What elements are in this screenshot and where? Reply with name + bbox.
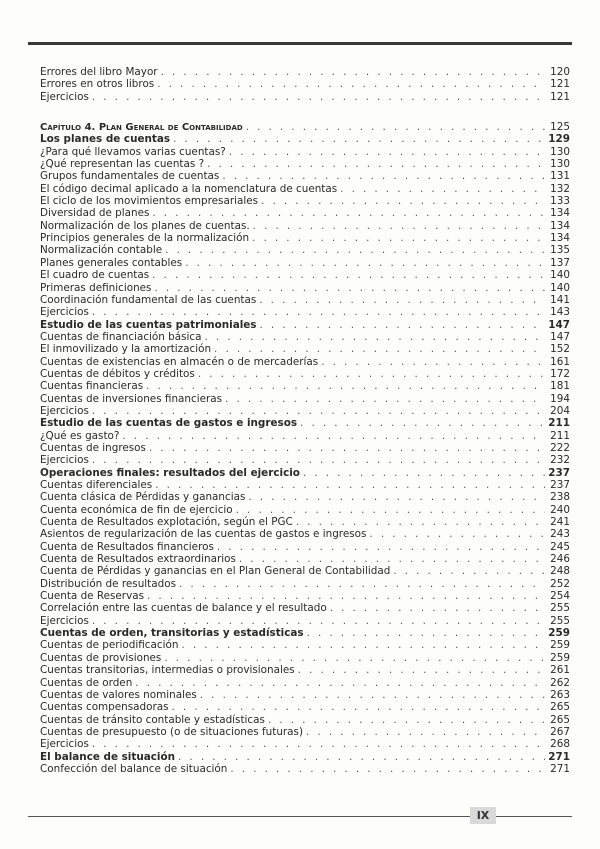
- entry-page: 262: [550, 676, 570, 689]
- dot-leader: [214, 343, 545, 355]
- entry-title: Ejercicios: [40, 404, 89, 417]
- entry-page: 129: [548, 133, 570, 146]
- dot-leader: [306, 726, 545, 738]
- toc-entry[interactable]: [40, 158, 570, 170]
- toc-entry[interactable]: [40, 738, 570, 750]
- entry-title: Correlación entre las cuentas de balance y el resultado: [40, 602, 327, 615]
- entry-page: 240: [550, 503, 570, 516]
- entry-title: Cuenta de Pérdidas y ganancias en el Plan General de Contabilidad: [40, 565, 391, 578]
- dot-leader: [185, 257, 545, 269]
- toc-entry[interactable]: [40, 183, 570, 195]
- entry-page: 243: [550, 528, 570, 541]
- entry-page: 211: [548, 417, 570, 430]
- entry-page: 141: [550, 293, 570, 306]
- section-heading[interactable]: [40, 467, 570, 479]
- entry-title: Errores en otros libros: [40, 78, 155, 91]
- entry-title: El balance de situación: [40, 750, 176, 763]
- entry-title: Los planes de cuentas: [40, 133, 171, 146]
- dot-leader: [122, 430, 545, 442]
- toc-entry[interactable]: [40, 553, 570, 565]
- entry-page: 134: [550, 219, 570, 232]
- entry-page: 252: [550, 577, 570, 590]
- entry-title: El código decimal aplicado a la nomenclatura de cuentas: [40, 182, 338, 195]
- entry-page: 261: [550, 664, 570, 677]
- dot-leader: [198, 368, 545, 380]
- entry-page: 134: [550, 207, 570, 220]
- entry-title: Cuentas de orden, transitorias y estadísticas: [40, 627, 304, 640]
- toc-entry[interactable]: [40, 504, 570, 516]
- dot-leader: [222, 170, 545, 182]
- dot-leader: [260, 319, 546, 331]
- dot-leader: [165, 244, 545, 256]
- entry-title: Diversidad de planes: [40, 207, 150, 220]
- toc-entry[interactable]: [40, 356, 570, 368]
- toc-entry[interactable]: [40, 306, 570, 318]
- entry-title: Estudio de las cuentas de gastos e ingresos: [40, 417, 298, 430]
- entry-title: Primeras definiciones: [40, 281, 152, 294]
- dot-leader: [154, 282, 545, 294]
- toc-entry[interactable]: [40, 170, 570, 182]
- entry-page: 130: [550, 158, 570, 171]
- section-heading[interactable]: [40, 417, 570, 429]
- entry-page: 130: [550, 145, 570, 158]
- toc-entry[interactable]: [40, 220, 570, 232]
- toc-entry[interactable]: [40, 701, 570, 713]
- toc-entry[interactable]: [40, 652, 570, 664]
- entry-title: Cuentas de inversiones financieras: [40, 392, 223, 405]
- toc-entry[interactable]: [40, 516, 570, 528]
- entry-title: ¿Qué es gasto?: [40, 429, 120, 442]
- entry-title: ¿Qué representan las cuentas ?: [40, 158, 205, 171]
- entry-title: Cuenta económica de fin de ejercicio: [40, 503, 233, 516]
- entry-title: Operaciones finales: resultados del ejercicio: [40, 466, 300, 479]
- toc-entry[interactable]: [40, 454, 570, 466]
- entry-page: 133: [550, 195, 570, 208]
- toc-entry[interactable]: [40, 282, 570, 294]
- dot-leader: [330, 602, 545, 614]
- entry-page: 204: [550, 404, 570, 417]
- toc-entry[interactable]: [40, 689, 570, 701]
- dot-leader: [157, 78, 545, 90]
- toc-entry[interactable]: [40, 257, 570, 269]
- entry-title: Cuentas de débitos y créditos: [40, 367, 195, 380]
- entry-title: Cuentas diferenciales: [40, 479, 153, 491]
- toc-entry[interactable]: [40, 91, 570, 103]
- entry-title: Cuentas financieras: [40, 380, 144, 393]
- entry-page: 137: [550, 256, 570, 269]
- dot-leader: [92, 91, 545, 103]
- entry-page: 237: [548, 466, 570, 479]
- chapter-heading[interactable]: [40, 121, 570, 133]
- entry-title: Distribución de resultados: [40, 577, 176, 590]
- toc-entry[interactable]: [40, 78, 570, 90]
- toc-entry[interactable]: [40, 442, 570, 454]
- dot-leader: [303, 467, 545, 479]
- entry-page: 211: [550, 429, 570, 442]
- entry-page: 152: [550, 343, 570, 356]
- dot-leader: [181, 639, 545, 651]
- dot-leader: [369, 528, 545, 540]
- entry-page: 147: [550, 330, 570, 343]
- toc-entry[interactable]: [40, 66, 570, 78]
- entry-title: Ejercicios: [40, 454, 89, 467]
- dot-leader: [252, 232, 545, 244]
- dot-leader: [200, 689, 545, 701]
- dot-leader: [172, 701, 545, 713]
- entry-page: 232: [550, 454, 570, 467]
- entry-page: 132: [550, 182, 570, 195]
- entry-page: 241: [550, 516, 570, 529]
- toc-entry[interactable]: [40, 763, 570, 775]
- entry-page: 245: [550, 540, 570, 553]
- entry-page: 135: [550, 244, 570, 257]
- dot-leader: [268, 714, 545, 726]
- entry-title: Ejercicios: [40, 90, 89, 103]
- entry-title: Cuenta de Reservas: [40, 590, 145, 603]
- toc-entry[interactable]: [40, 232, 570, 244]
- entry-title: Confección del balance de situación: [40, 762, 228, 775]
- toc-entry[interactable]: [40, 207, 570, 219]
- dot-leader: [229, 146, 545, 158]
- dot-leader: [307, 627, 545, 639]
- page-number: IX: [470, 807, 496, 824]
- entry-page: 161: [550, 355, 570, 368]
- entry-title: Normalización contable: [40, 244, 163, 257]
- entry-page: 267: [550, 725, 570, 738]
- dot-leader: [230, 763, 545, 775]
- dot-leader: [161, 66, 545, 78]
- entry-page: 271: [550, 762, 570, 775]
- toc-entry[interactable]: [40, 146, 570, 158]
- dot-leader: [92, 306, 545, 318]
- toc-entry[interactable]: [40, 331, 570, 343]
- dot-leader: [147, 590, 545, 602]
- bottom-rule: [28, 816, 470, 817]
- entry-title: Principios generales de la normalización: [40, 232, 250, 245]
- entry-page: 147: [548, 318, 570, 331]
- entry-page: 134: [550, 232, 570, 245]
- entry-page: 140: [550, 281, 570, 294]
- entry-title: Cuentas de existencias en almacén o de mercaderías: [40, 355, 319, 368]
- entry-title: Cuentas de provisiones: [40, 651, 162, 664]
- toc-entry[interactable]: [40, 368, 570, 380]
- toc-entry[interactable]: [40, 343, 570, 355]
- entry-page: 143: [550, 306, 570, 319]
- entry-page: 254: [550, 590, 570, 603]
- dot-leader: [164, 652, 545, 664]
- entry-page: 271: [548, 750, 570, 763]
- dot-leader: [155, 479, 545, 491]
- toc-entry[interactable]: [40, 430, 570, 442]
- entry-title: Cuentas de tránsito contable y estadísticas: [40, 713, 265, 726]
- entry-title: El ciclo de los movimientos empresariales: [40, 195, 259, 208]
- dot-leader: [296, 516, 545, 528]
- table-of-contents: [40, 66, 570, 775]
- entry-page: 120: [550, 66, 570, 78]
- dot-leader: [246, 121, 545, 133]
- entry-page: 248: [550, 565, 570, 578]
- toc-entry[interactable]: [40, 405, 570, 417]
- chapter-page: 125: [550, 121, 570, 134]
- entry-title: Cuentas de orden: [40, 676, 133, 689]
- toc-entry[interactable]: [40, 578, 570, 590]
- dot-leader: [261, 195, 545, 207]
- top-rule: [28, 42, 572, 45]
- section-heading[interactable]: [40, 133, 570, 145]
- entry-title: Cuenta de Resultados explotación, según el PGC: [40, 516, 293, 529]
- entry-page: 172: [550, 367, 570, 380]
- entry-page: 238: [550, 491, 570, 504]
- dot-leader: [178, 751, 545, 763]
- entry-title: Ejercicios: [40, 614, 89, 627]
- toc-entry[interactable]: [40, 664, 570, 676]
- entry-title: Errores del libro Mayor: [40, 66, 158, 78]
- entry-page: 194: [550, 392, 570, 405]
- entry-page: 237: [550, 479, 570, 491]
- chapter-entries: [40, 133, 570, 775]
- dot-leader: [205, 331, 545, 343]
- dot-leader: [92, 454, 545, 466]
- entry-title: Cuentas de presupuesto (o de situaciones futuras): [40, 725, 304, 738]
- entry-page: 181: [550, 380, 570, 393]
- entry-page: 268: [550, 738, 570, 751]
- entry-page: 246: [550, 553, 570, 566]
- dot-leader: [135, 677, 545, 689]
- entry-title: Ejercicios: [40, 738, 89, 751]
- entry-title: Cuentas transitorias, intermedias o provisionales: [40, 664, 295, 677]
- dot-leader: [152, 269, 545, 281]
- toc-entry[interactable]: [40, 479, 570, 491]
- section-heading[interactable]: [40, 319, 570, 331]
- dot-leader: [146, 380, 545, 392]
- chapter-title: Capítulo 4. Plan General de Contabilidad: [40, 122, 243, 134]
- dot-leader: [92, 738, 545, 750]
- toc-entry[interactable]: [40, 615, 570, 627]
- entry-title: Cuentas de periodificación: [40, 639, 179, 652]
- entry-page: 265: [550, 713, 570, 726]
- dot-leader: [225, 393, 545, 405]
- toc-entry[interactable]: [40, 269, 570, 281]
- entry-title: Cuentas de valores nominales: [40, 688, 197, 701]
- entry-page: 121: [550, 90, 570, 103]
- toc-entry[interactable]: [40, 590, 570, 602]
- dot-leader: [236, 504, 545, 516]
- dot-leader: [149, 442, 545, 454]
- toc-entry[interactable]: [40, 294, 570, 306]
- toc-entry[interactable]: [40, 714, 570, 726]
- entry-page: 259: [550, 651, 570, 664]
- entry-title: El cuadro de cuentas: [40, 269, 150, 282]
- dot-leader: [239, 553, 545, 565]
- toc-entry[interactable]: [40, 491, 570, 503]
- toc-entry[interactable]: [40, 393, 570, 405]
- entry-page: 265: [550, 701, 570, 714]
- entry-page: 140: [550, 269, 570, 282]
- dot-leader: [393, 565, 545, 577]
- entry-title: Cuentas de ingresos: [40, 441, 146, 454]
- toc-entry[interactable]: [40, 565, 570, 577]
- bottom-rule: [496, 816, 572, 817]
- entry-page: 255: [550, 602, 570, 615]
- entry-title: Cuenta clásica de Pérdidas y ganancias: [40, 491, 246, 504]
- section-heading[interactable]: [40, 627, 570, 639]
- entry-page: 255: [550, 614, 570, 627]
- entry-page: 263: [550, 688, 570, 701]
- entry-title: ¿Para qué llevamos varias cuentas?: [40, 145, 226, 158]
- entry-page: 259: [550, 639, 570, 652]
- entry-page: 222: [550, 441, 570, 454]
- entry-title: Grupos fundamentales de cuentas: [40, 170, 220, 183]
- dot-leader: [259, 294, 545, 306]
- toc-entry[interactable]: [40, 726, 570, 738]
- dot-leader: [340, 183, 545, 195]
- toc-entry[interactable]: [40, 195, 570, 207]
- entry-title: Cuenta de Resultados financieros: [40, 540, 214, 553]
- dot-leader: [217, 541, 545, 553]
- toc-entry[interactable]: [40, 528, 570, 540]
- entry-title: Ejercicios: [40, 306, 89, 319]
- entry-page: 259: [548, 627, 570, 640]
- dot-leader: [248, 491, 545, 503]
- entry-title: Cuentas de financiación básica: [40, 330, 202, 343]
- toc-entry[interactable]: [40, 244, 570, 256]
- entry-page: 131: [550, 170, 570, 183]
- toc-entry[interactable]: [40, 541, 570, 553]
- entry-title: Estudio de las cuentas patrimoniales: [40, 318, 257, 331]
- entry-title: Coordinación fundamental de las cuentas: [40, 293, 257, 306]
- spacer: [40, 103, 570, 121]
- toc-entry[interactable]: [40, 677, 570, 689]
- entry-title: Planes generales contables: [40, 256, 183, 269]
- entry-title: Cuentas compensadoras: [40, 701, 169, 714]
- toc-entry[interactable]: [40, 380, 570, 392]
- entry-title: Normalización de los planes de cuentas.: [40, 219, 250, 232]
- dot-leader: [173, 133, 545, 145]
- dot-leader: [92, 405, 545, 417]
- dot-leader: [152, 207, 545, 219]
- toc-entry[interactable]: [40, 602, 570, 614]
- dot-leader: [321, 356, 545, 368]
- entry-title: Cuenta de Resultados extraordinarios: [40, 553, 236, 566]
- dot-leader: [300, 417, 545, 429]
- dot-leader: [92, 615, 545, 627]
- entry-title: El inmovilizado y la amortización: [40, 343, 212, 356]
- intro-entries: [40, 66, 570, 103]
- dot-leader: [298, 664, 545, 676]
- dot-leader: [207, 158, 545, 170]
- toc-entry[interactable]: [40, 639, 570, 651]
- section-heading[interactable]: [40, 751, 570, 763]
- entry-page: 121: [550, 78, 570, 91]
- entry-title: Asientos de regularización de las cuentas de gastos e ingresos: [40, 528, 367, 541]
- dot-leader: [179, 578, 545, 590]
- dot-leader: [253, 220, 545, 232]
